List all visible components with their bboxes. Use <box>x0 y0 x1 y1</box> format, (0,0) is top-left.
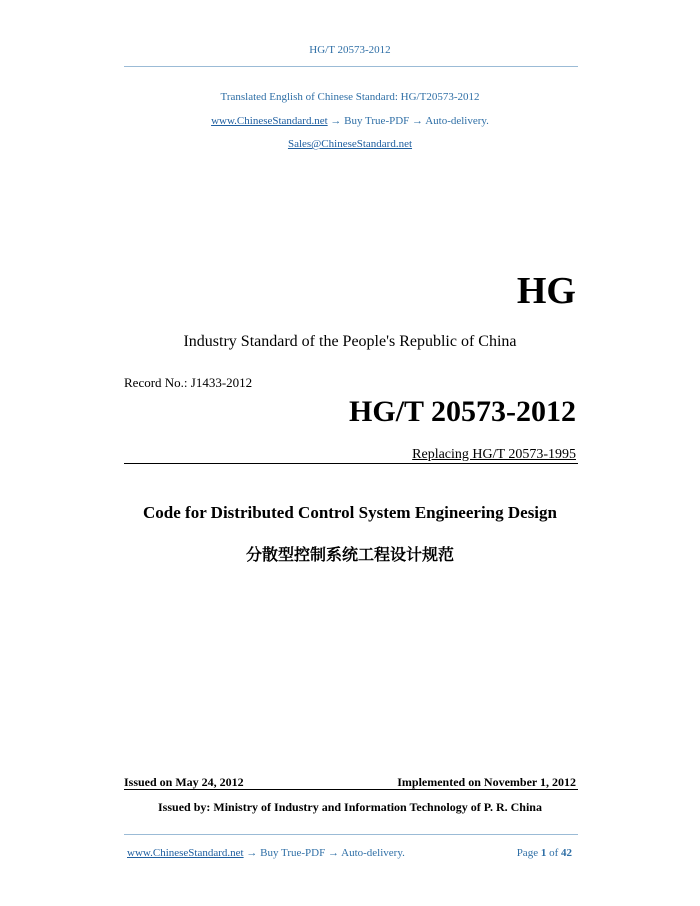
issued-date: Issued on May 24, 2012 <box>124 775 244 789</box>
standard-code: HG <box>516 270 576 312</box>
page-label: Page <box>516 847 539 859</box>
promo-links <box>0 115 700 127</box>
document-title-chinese: 分散型控制系统工程设计规范 <box>245 545 454 564</box>
arrow-icon: → <box>327 847 339 859</box>
standard-number: HG/T 20573-2012 <box>349 395 576 428</box>
page-of-label: of <box>549 847 559 859</box>
buy-true-pdf-text: Buy True-PDF <box>344 115 410 127</box>
translation-notice: Translated English of Chinese Standard: HG/T20573-2012 <box>220 91 480 103</box>
running-header: HG/T 20573-2012 <box>309 44 391 56</box>
industry-standard-heading: Industry Standard of the People's Republic of China <box>183 333 517 350</box>
replacing-divider <box>124 463 578 464</box>
arrow-icon: → <box>412 115 424 127</box>
website-link[interactable]: www.ChineseStandard.net <box>211 115 328 127</box>
implemented-date: Implemented on November 1, 2012 <box>397 775 576 789</box>
arrow-icon: → <box>246 847 258 859</box>
auto-delivery-text: Auto-delivery. <box>425 115 489 127</box>
footer-divider <box>124 834 578 835</box>
footer-buy-text: Buy True-PDF <box>260 847 326 859</box>
record-number: Record No.: J1433-2012 <box>124 375 253 390</box>
footer-website-link[interactable]: www.ChineseStandard.net <box>127 847 244 859</box>
header-divider <box>124 66 578 67</box>
page-total: 42 <box>561 847 572 859</box>
document-title-english: Code for Distributed Control System Engineering Design <box>143 503 557 522</box>
replacing-note: Replacing HG/T 20573-1995 <box>412 447 576 462</box>
page-indicator <box>517 847 572 859</box>
dates-divider <box>124 789 578 790</box>
page-current: 1 <box>540 847 547 859</box>
footer-delivery-text: Auto-delivery. <box>341 847 405 859</box>
issuing-authority: Issued by: Ministry of Industry and Information Technology of P. R. China <box>158 800 542 814</box>
email-link[interactable]: Sales@ChineseStandard.net <box>287 138 413 150</box>
arrow-icon: → <box>330 115 342 127</box>
email-line <box>0 138 700 150</box>
footer-links <box>127 847 405 859</box>
